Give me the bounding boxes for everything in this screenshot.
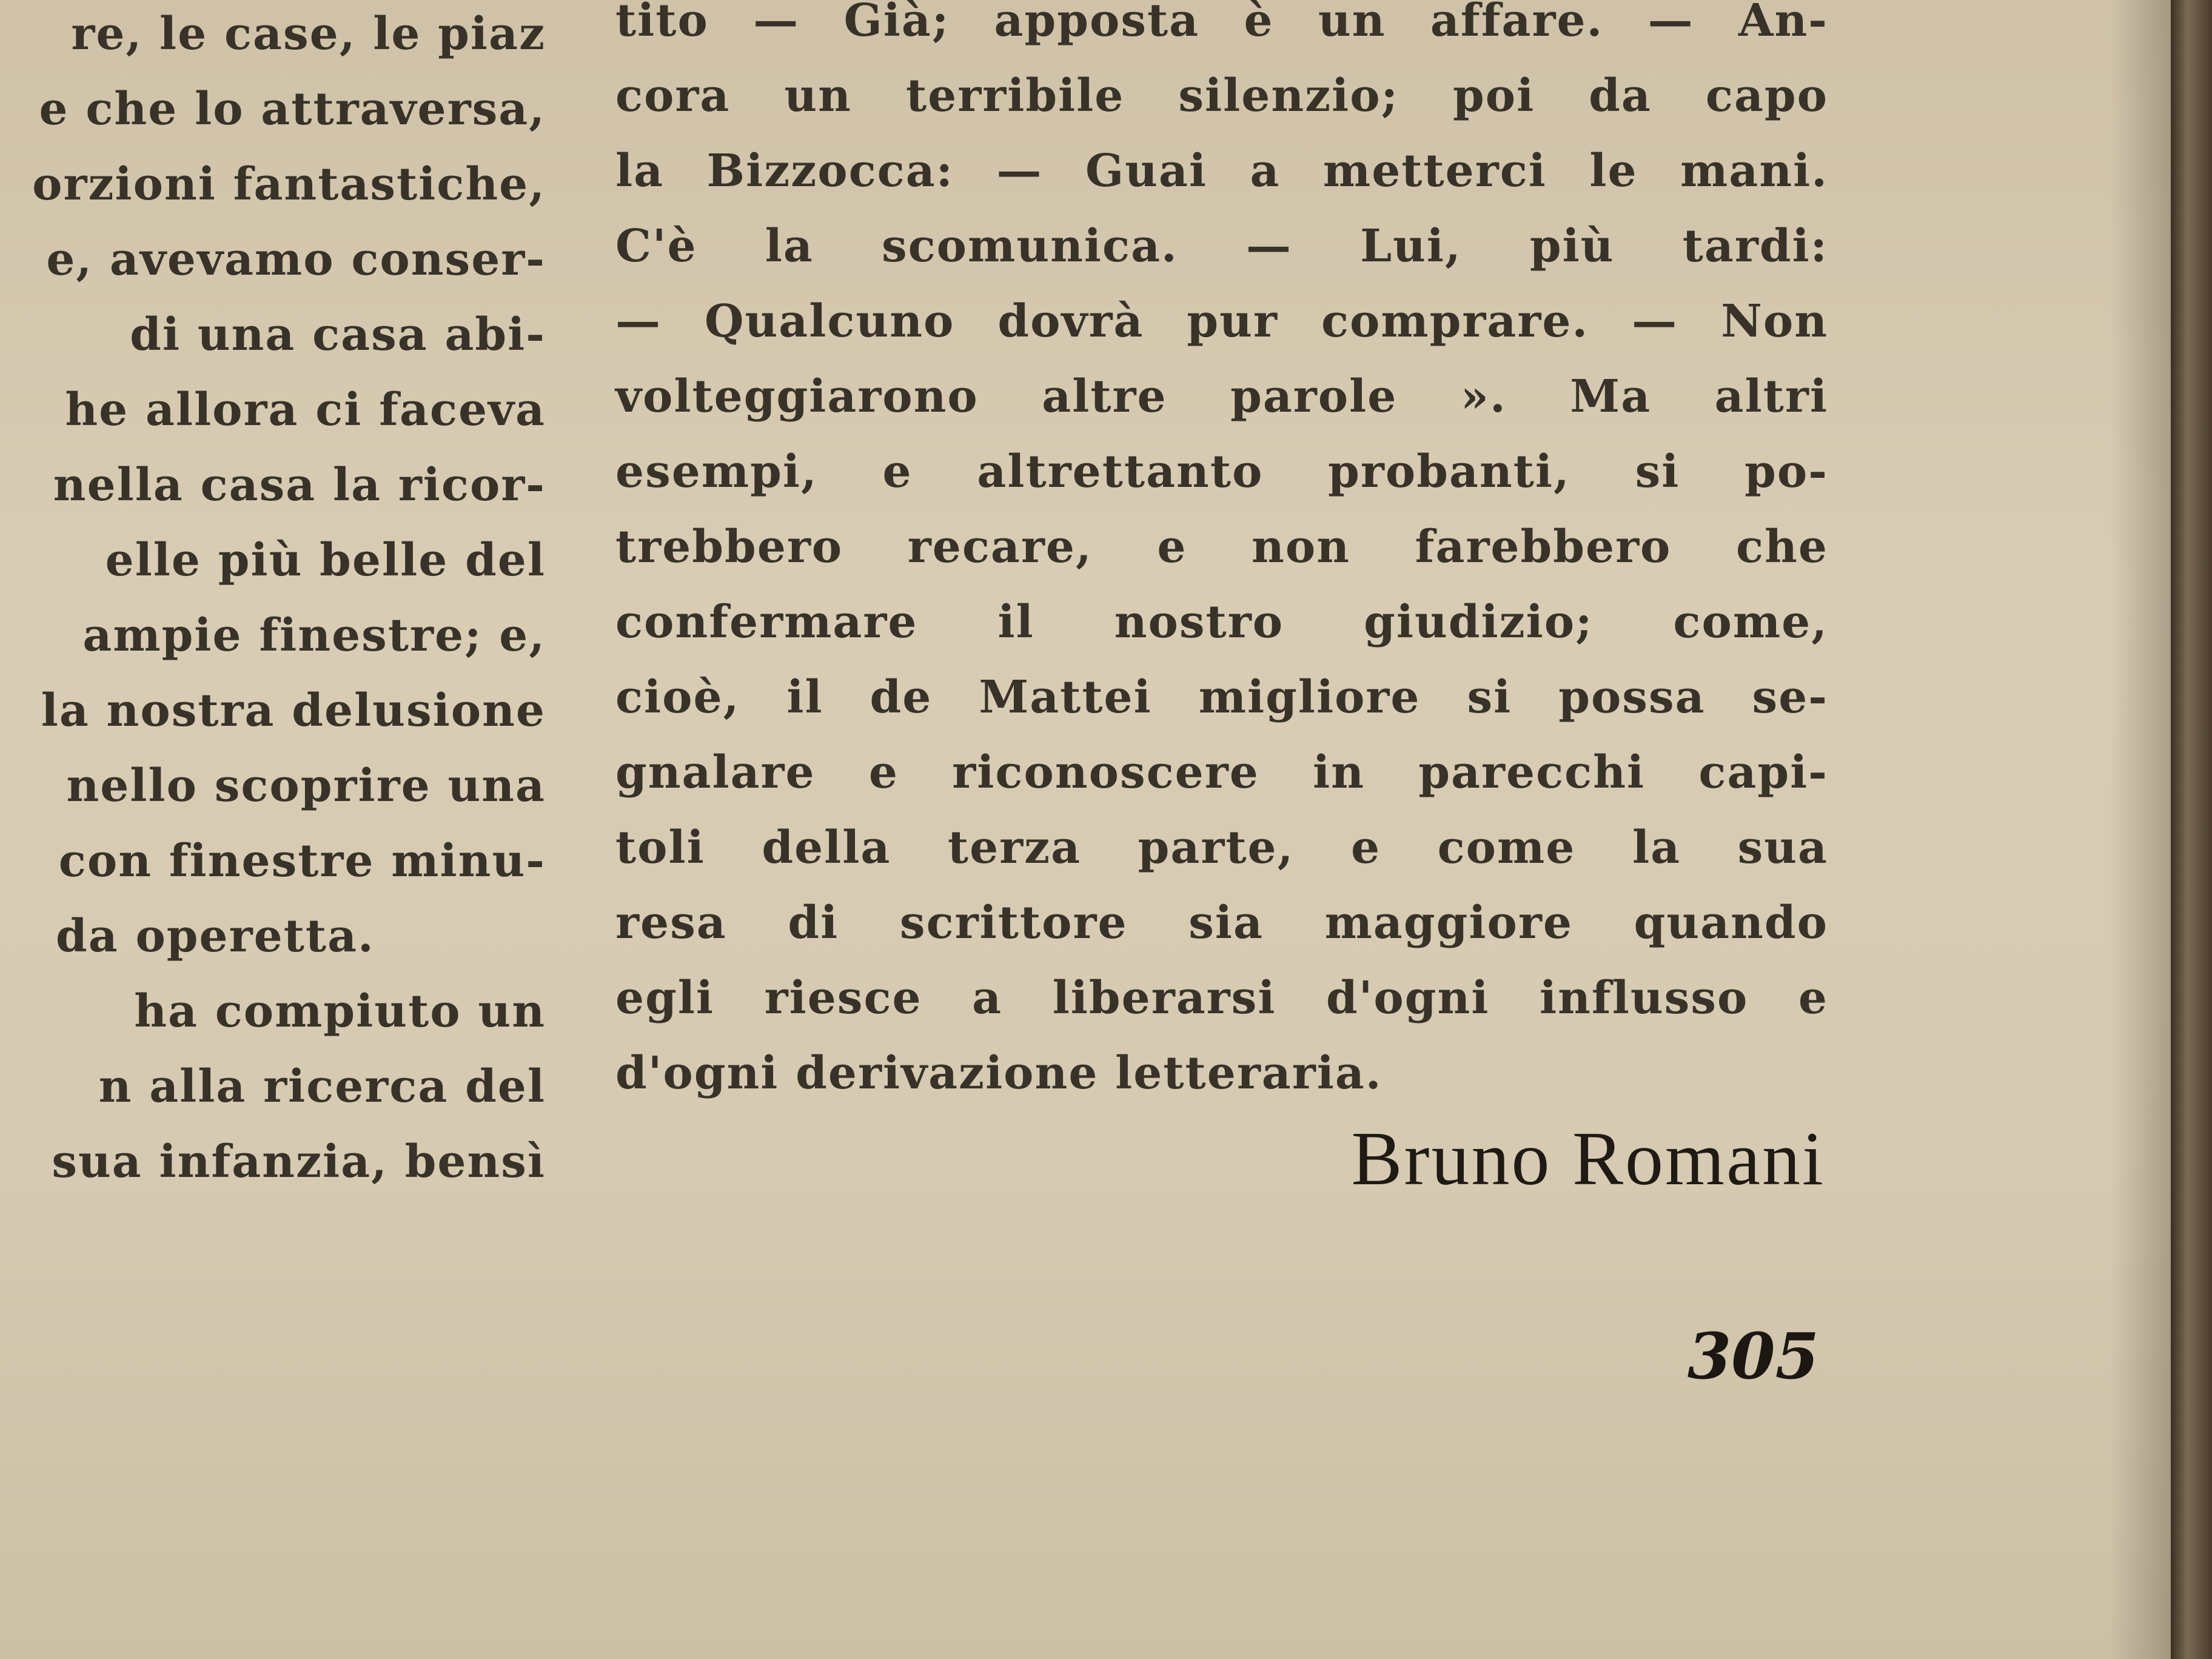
text-line: esempi, e altrettanto probanti, si po- [615, 446, 1828, 498]
text-line: elle più belle del [105, 534, 546, 586]
text-line: C'è la scomunica. — Lui, più tardi: [615, 220, 1828, 272]
text-line: ampie finestre; e, [82, 609, 546, 662]
text-line: volteggiarono altre parole ». Ma altri [615, 370, 1828, 423]
text-line: da operetta. [56, 910, 375, 962]
page-number: 305 [1687, 1319, 1819, 1393]
text-line: cora un terribile silenzio; poi da capo [615, 70, 1828, 122]
text-line: re, le case, le piaz [71, 8, 546, 60]
text-line: — Qualcuno dovrà pur comprare. — Non [615, 295, 1828, 347]
text-line: ha compiuto un [134, 985, 546, 1037]
text-line: he allora ci faceva [65, 384, 546, 436]
text-line: tito — Già; apposta è un affare. — An- [615, 0, 1828, 47]
text-line: con finestre minu- [58, 835, 546, 887]
text-line: orzioni fantastiche, [32, 158, 546, 210]
book-spine [2171, 0, 2212, 1659]
author-signature: Bruno Romani [1351, 1117, 1825, 1201]
page-edge-shadow [2110, 0, 2171, 1659]
text-line: la nostra delusione [41, 685, 546, 737]
text-line: resa di scrittore sia maggiore quando [615, 897, 1828, 949]
text-line: la Bizzocca: — Guai a metterci le mani. [615, 145, 1828, 197]
text-line: d'ogni derivazione letteraria. [615, 1047, 1382, 1099]
text-line: cioè, il de Mattei migliore si possa se- [615, 671, 1828, 723]
text-line: nella casa la ricor- [53, 459, 546, 511]
text-line: n alla ricerca del [98, 1061, 546, 1113]
text-line: toli della terza parte, e come la sua [615, 822, 1828, 874]
text-line: nello scoprire una [66, 760, 546, 812]
text-line: confermare il nostro giudizio; come, [615, 596, 1828, 648]
left-text-column [0, 0, 546, 1199]
right-text-column [615, 0, 1828, 1111]
text-line: e, avevamo conser- [46, 233, 546, 286]
text-line: egli riesce a liberarsi d'ogni influsso e [615, 972, 1828, 1024]
text-line: sua infanzia, bensì [52, 1136, 546, 1188]
text-line: gnalare e riconoscere in parecchi capi- [615, 746, 1828, 799]
text-line: di una casa abi- [130, 309, 546, 361]
text-line: trebbero recare, e non farebbero che [615, 521, 1828, 573]
text-line: e che lo attraversa, [39, 83, 546, 135]
